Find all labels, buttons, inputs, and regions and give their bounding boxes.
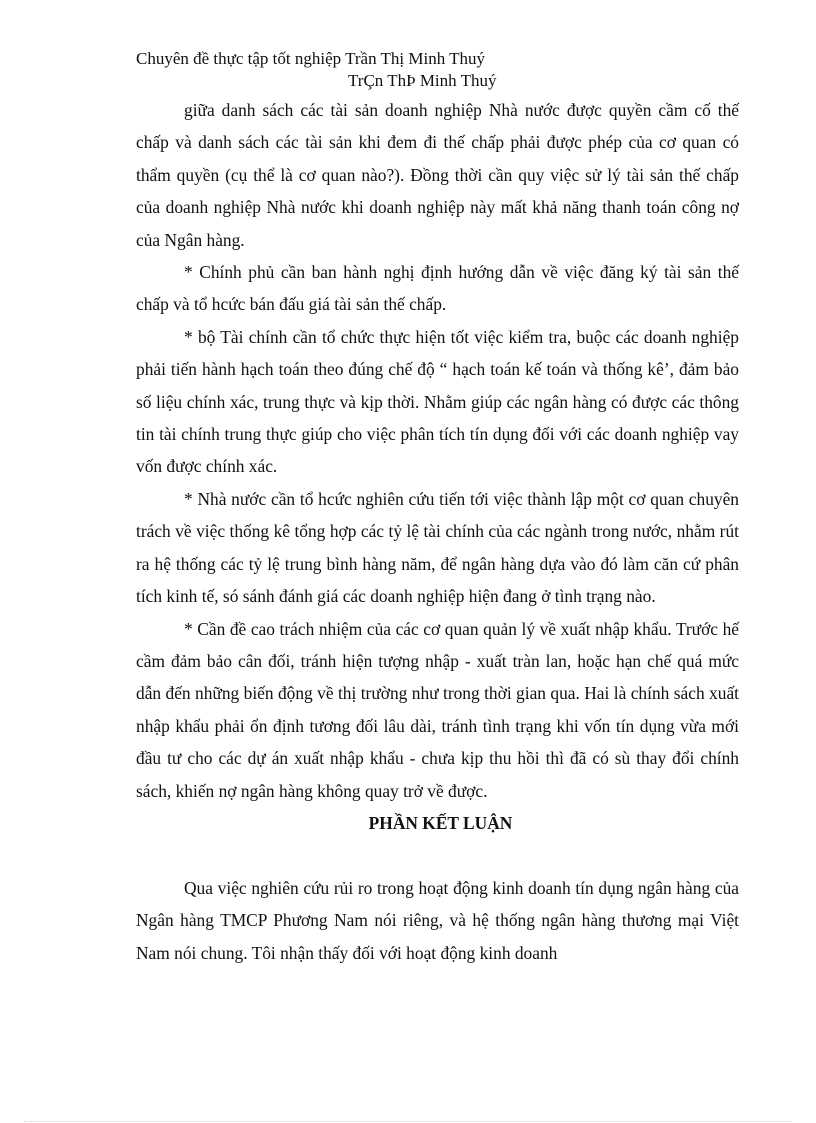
running-header: Chuyên đề thực tập tốt nghiệp Trần Thị Minh Thuý (136, 49, 486, 68)
page-bottom-divider (24, 1121, 792, 1122)
paragraph-ministry-finance: * bộ Tài chính cần tổ chức thực hiện tốt việc kiểm tra, buộc các doanh nghiệp phải tiến hành hạch toán theo đúng chế độ “ hạch toán kế toán và thống kê’, đảm bảo số liệu chính xác, trung thực và kịp thời. Nhằm giúp các ngân hàng có được các thông tin tài chính trung thực giúp cho việc phân tích tín dụng đối với các doanh nghiệp vay vốn được chính xác. (136, 326, 739, 477)
author-name: TrÇn ThÞ Minh Thuý (348, 71, 497, 90)
paragraph-conclusion: Qua việc nghiên cứu rủi ro trong hoạt động kinh doanh tín dụng ngân hàng của Ngân hàng TMCP Phương Nam nói riêng, và hệ thống ngân hàng thương mại Việt Nam nói chung. Tôi nhận thấy đối với hoạt động kinh doanh (136, 877, 739, 963)
paragraph-state-statistics: * Nhà nước cần tổ hcức nghiên cứu tiến tới việc thành lập một cơ quan chuyên trách về việc thống kê tổng hợp các tỷ lệ tài chính của các ngành trong nước, nhằm rút ra hệ thống các tỷ lệ trung bình hàng năm, để ngân hàng dựa vào đó làm căn cứ phân tích kinh tế, só sánh đánh giá các doanh nghiệp hiện đang ở tình trạng nào. (136, 488, 739, 607)
paragraph-continuation: giữa danh sách các tài sản doanh nghiệp Nhà nước được quyền cầm cố thế chấp và danh sách các tài sản khi đem đi thế chấp phải được phép của cơ quan có thẩm quyền (cụ thể là cơ quan nào?). Đồng thời cần quy việc sử lý tài sản thế chấp của doanh nghiệp Nhà nước khi doanh nghiệp này mất khả năng thanh toán công nợ của Ngân hàng. (136, 100, 739, 250)
paragraph-government-decree: * Chính phủ cần ban hành nghị định hướng dẫn về việc đăng ký tài sản thế chấp và tổ hcức bán đấu giá tài sản thế chấp. (136, 262, 739, 315)
paragraph-import-export: * Cần đề cao trách nhiệm của các cơ quan quản lý về xuất nhập khẩu. Trước hế cầm đảm bảo cân đối, tránh hiện tượng nhập - xuất tràn lan, hoặc hạn chế quá mức dẫn đến những biến động về thị trường như trong thời gian qua. Hai là chính sách xuất nhập khẩu phải ổn định tương đối lâu dài, tránh tình trạng khi vốn tín dụng vừa mới đầu tư cho các dự án xuất nhập khẩu - chưa kịp thu hồi thì đã có sù thay đổi chính sách, khiến nợ ngân hàng không quay trở về được. (136, 618, 739, 801)
section-title: PHẦN KẾT LUẬN (368, 812, 513, 833)
document-body (136, 94, 739, 969)
